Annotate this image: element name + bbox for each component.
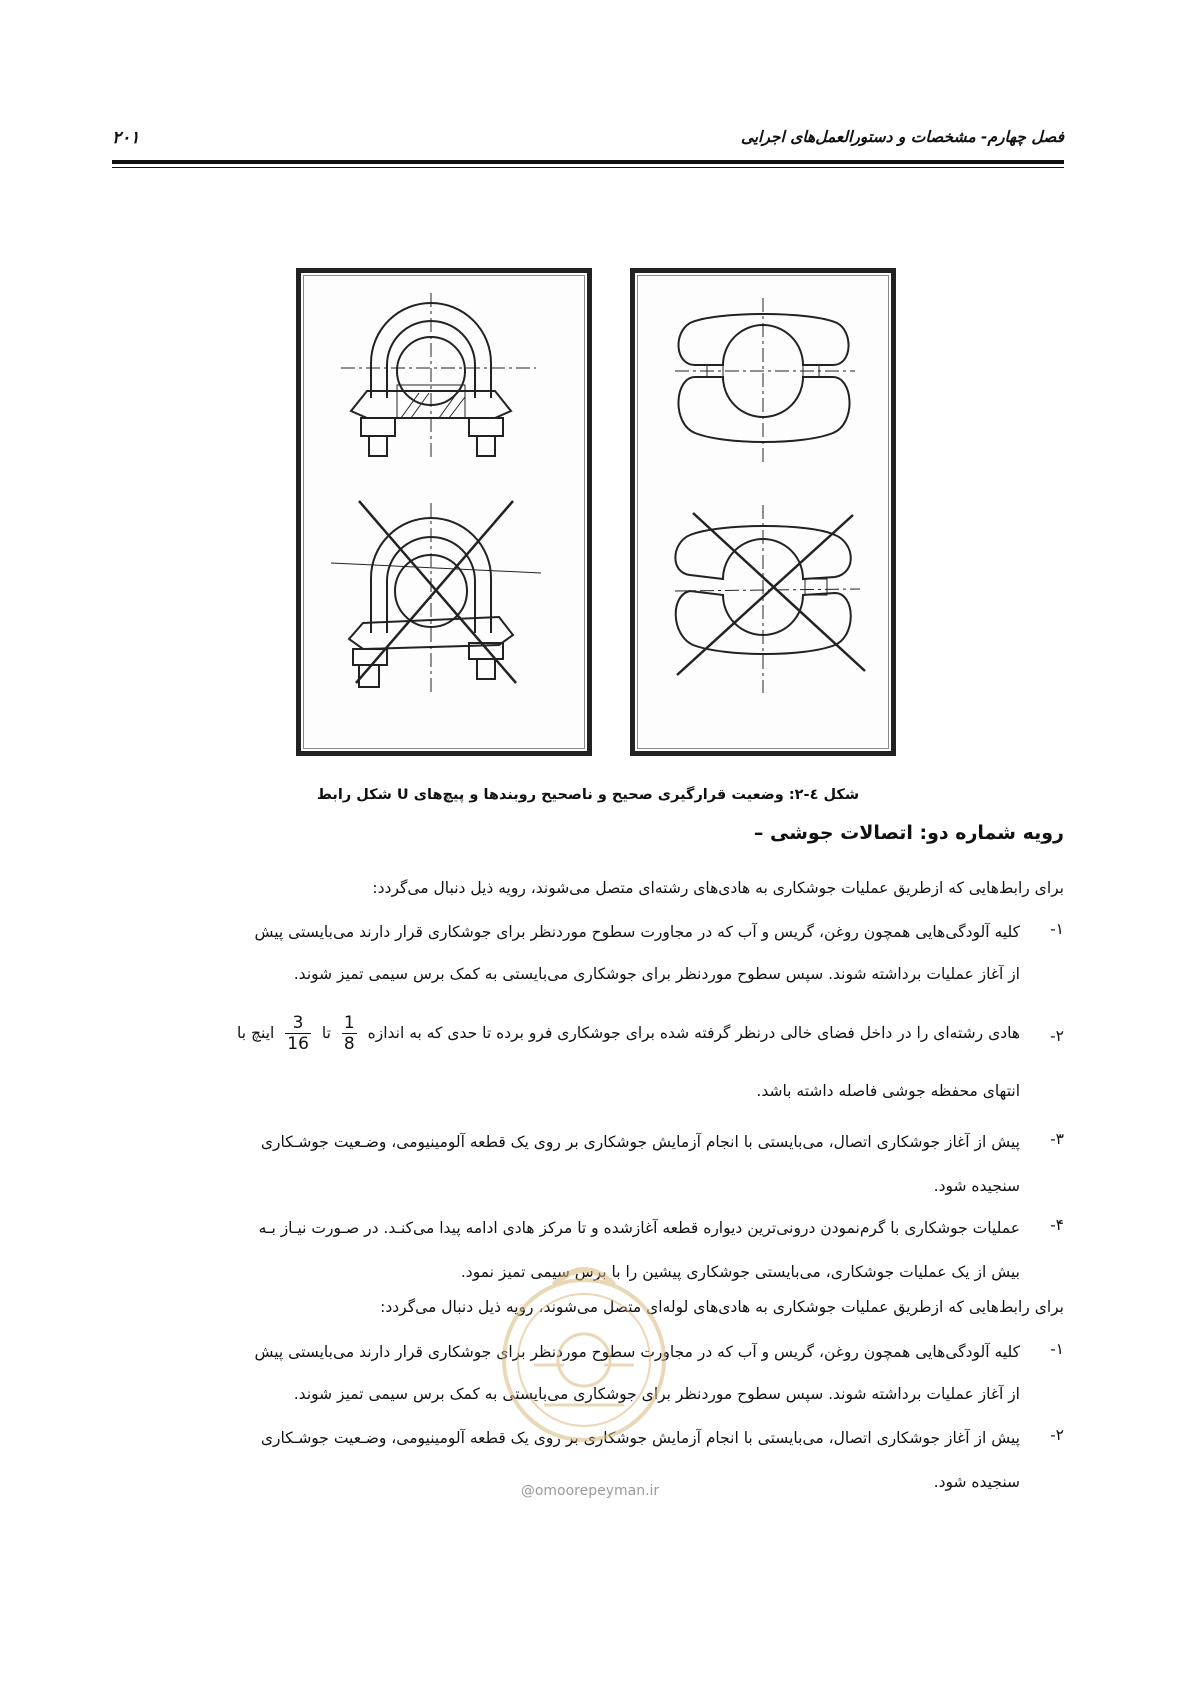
item-text-a: هادی رشته‌ای را در داخل فضای خالی درنظر گرفته شده برای جوشکاری فرو برده تا حدی که به اندازه [367,1024,1020,1042]
header-rule [112,160,1064,164]
header-rule-thin [112,167,1064,168]
clamp-panel [630,268,896,756]
item-number: ١- [1050,1340,1064,1358]
item-line-1: عملیات جوشکاری با گرم‌نمودن درونی‌ترین دیواره قطعه آغازشده و تا مرکز هادی ادامه پیدا می‌کنـد. در صـورت نیـاز بـه [258,1219,1020,1237]
item-number: ٣- [1050,1130,1064,1148]
page-number: ۲۰۱ [112,128,140,148]
fraction-three-sixteenths [285,1013,311,1054]
u-bolt-correct [341,293,536,458]
item-line-2: انتهای محفظه جوشی فاصله داشته باشد. [756,1082,1020,1100]
intro-paragraph-2: برای رابط‌هایی که ازطریق عملیات جوشکاری به هادی‌های لوله‌ای متصل می‌شوند، رویه ذیل دنبال می‌گردد: [380,1298,1064,1316]
u-bolt-drawing [301,273,587,751]
item-line-2: بیش از یک عملیات جوشکاری، می‌بایستی جوشکاری پیشین را با برس سیمی تمیز نمود. [460,1263,1020,1281]
item-number: ١- [1050,920,1064,938]
item-line-1: پیش از آغاز جوشکاری اتصال، می‌بایستی با انجام آزمایش جوشکاری بر روی یک قطعه آلومینیومی، وضـعیت جوشـکاری [260,1133,1020,1151]
watermark-seal [494,1245,674,1455]
item-line-1: کلیه آلودگی‌هایی همچون روغن، گریس و آب که در مجاورت سطوح موردنظر برای جوشکاری قرار دارند می‌بایستی پیش [254,1343,1020,1361]
u-bolt-panel [296,268,592,756]
item-line-2: از آغاز عملیات برداشته شوند. سپس سطوح موردنظر برای جوشکاری می‌بایستی به کمک برس سیمی تمیز شوند. [293,1385,1020,1403]
item-line-2: از آغاز عملیات برداشته شوند. سپس سطوح موردنظر برای جوشکاری می‌بایستی به کمک برس سیمی تمیز شوند. [293,965,1020,983]
item-line-2: سنجیده شود. [933,1473,1020,1491]
item-text-c: اینچ با [237,1024,275,1042]
chapter-title: فصل چهارم- مشخصات و دستورالعمل‌های اجرایی [740,128,1064,146]
item-number: ۴- [1050,1216,1064,1234]
fraction-one-eighth [342,1013,357,1054]
clamp-incorrect [675,505,865,693]
watermark-site: @omoorepeyman.ir [520,1483,660,1499]
section-dash: – [753,822,764,844]
figure-caption: شکل ٤-٢: وضعیت قرارگیری صحیح و ناصحیح روبندها و پیچ‌های U شکل رابط [316,787,860,803]
intro-paragraph-1: برای رابط‌هایی که ازطریق عملیات جوشکاری به هادی‌های رشته‌ای متصل می‌شوند، رویه ذیل دنبال می‌گردد: [372,879,1064,897]
item-number: ٢- [1050,1426,1064,1444]
fraction-numerator: 3 [285,1013,311,1034]
item-line-2: سنجیده شود. [933,1177,1020,1195]
fraction-numerator: 1 [343,1013,355,1033]
item-line-1: کلیه آلودگی‌هایی همچون روغن، گریس و آب که در مجاورت سطوح موردنظر برای جوشکاری قرار دارند می‌بایستی پیش [254,923,1020,941]
figure-4-2 [296,268,894,758]
u-bolt-incorrect [331,501,541,693]
clamp-correct [675,298,855,463]
section-heading [726,822,1064,844]
fraction-denominator: 8 [343,1034,355,1054]
page-header [112,128,1064,152]
fraction-denominator: 16 [287,1034,309,1054]
item-line-1 [112,1013,1020,1054]
clamp-drawing [635,273,891,751]
section-title: رویه شماره دو: اتصالات جوشی [770,822,1064,844]
item-line-1: پیش از آغاز جوشکاری اتصال، می‌بایستی با انجام آزمایش جوشکاری بر روی یک قطعه آلومینیومی، وضـعیت جوشـکاری [260,1429,1020,1447]
item-number: ٢- [1050,1027,1064,1045]
item-text-b: تا [321,1024,331,1042]
